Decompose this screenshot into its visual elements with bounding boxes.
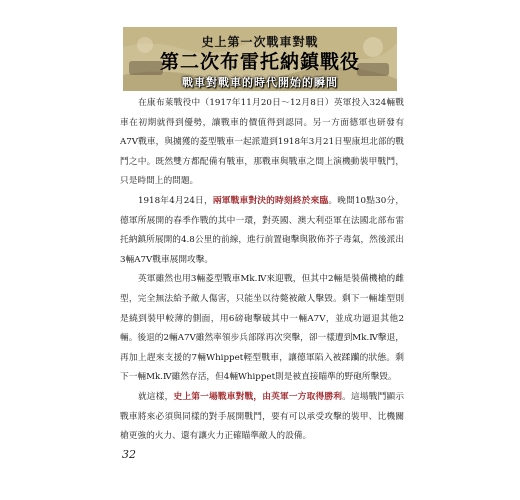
paragraph-3	[120, 270, 404, 388]
paragraph-text: 英軍雖然也用3輛菱型戰車Mk.Ⅳ來迎戰，但其中2輛是裝備機槍的雌型，完全無法給予敵人傷害，只能坐以待斃被敵人擊毀。剩下一輛雄型則是繞到裝甲較薄的側面，用6磅砲擊破其中一輛A7V，並成功逼退其他2輛。後退的2輛A7V雖然率領步兵部隊再次突擊，卻一樣遭到Mk.Ⅳ擊退，再加上趕來支援的7輛Whippet輕型戰車，讓德軍陷入被蹂躪的狀態。剩下一輛Mk.Ⅳ雖然存活，但4輛Whippet則是被直接瞄準的野砲所擊毀。	[120, 274, 404, 383]
paragraph-1	[120, 94, 404, 192]
paragraph-4	[120, 388, 404, 447]
chapter-banner	[123, 27, 397, 91]
paragraph-text: 在康布萊戰役中（1917年11月20日～12月8日）英軍投入324輛戰車在初期就得到優勢，讓戰車的價值得到認同。另一方面德軍也研發有A7V戰車，與擄獲的菱型戰車一起派遣到1918年3月21日聖康坦北部的戰鬥之中。既然雙方都配備有戰車，那戰車與戰車之間上演機動裝甲戰鬥，只是時間上的問題。	[120, 98, 404, 187]
page-number: 32	[122, 448, 136, 461]
paragraph-2	[120, 192, 404, 270]
banner-title: 第二次布雷托納鎮戰役	[159, 51, 360, 73]
paragraph-text: 。這場戰鬥顯示戰車將來必須與同樣的對手展開戰鬥，要有可以承受攻擊的裝甲、比機關槍更強的火力、還有讓火力正確瞄準敵人的設備。	[120, 391, 405, 442]
paragraph-text: 1918年4月24日，	[138, 195, 213, 206]
highlighted-phrase: 史上第一場戰車對戰，由英軍一方取得勝利	[173, 391, 343, 402]
banner-subtitle: 戰車對戰車的時代開始的瞬間	[182, 76, 338, 89]
banner-kicker: 史上第一次戰車對戰	[201, 35, 319, 49]
article-body	[120, 94, 404, 447]
paragraph-text: 就這樣，	[138, 391, 174, 402]
highlighted-phrase: 兩軍戰車對決的時刻終於來臨	[212, 195, 329, 206]
paragraph-text: 。晚間10點30分，德軍所展開的春季作戰的其中一環，對英國、澳大利亞軍在法國北部布雷托納鎮所展開的4.8公里的前線，進行前置砲擊與散佈芥子毒氣，然後派出3輛A7V戰車展開攻擊。	[120, 195, 405, 265]
